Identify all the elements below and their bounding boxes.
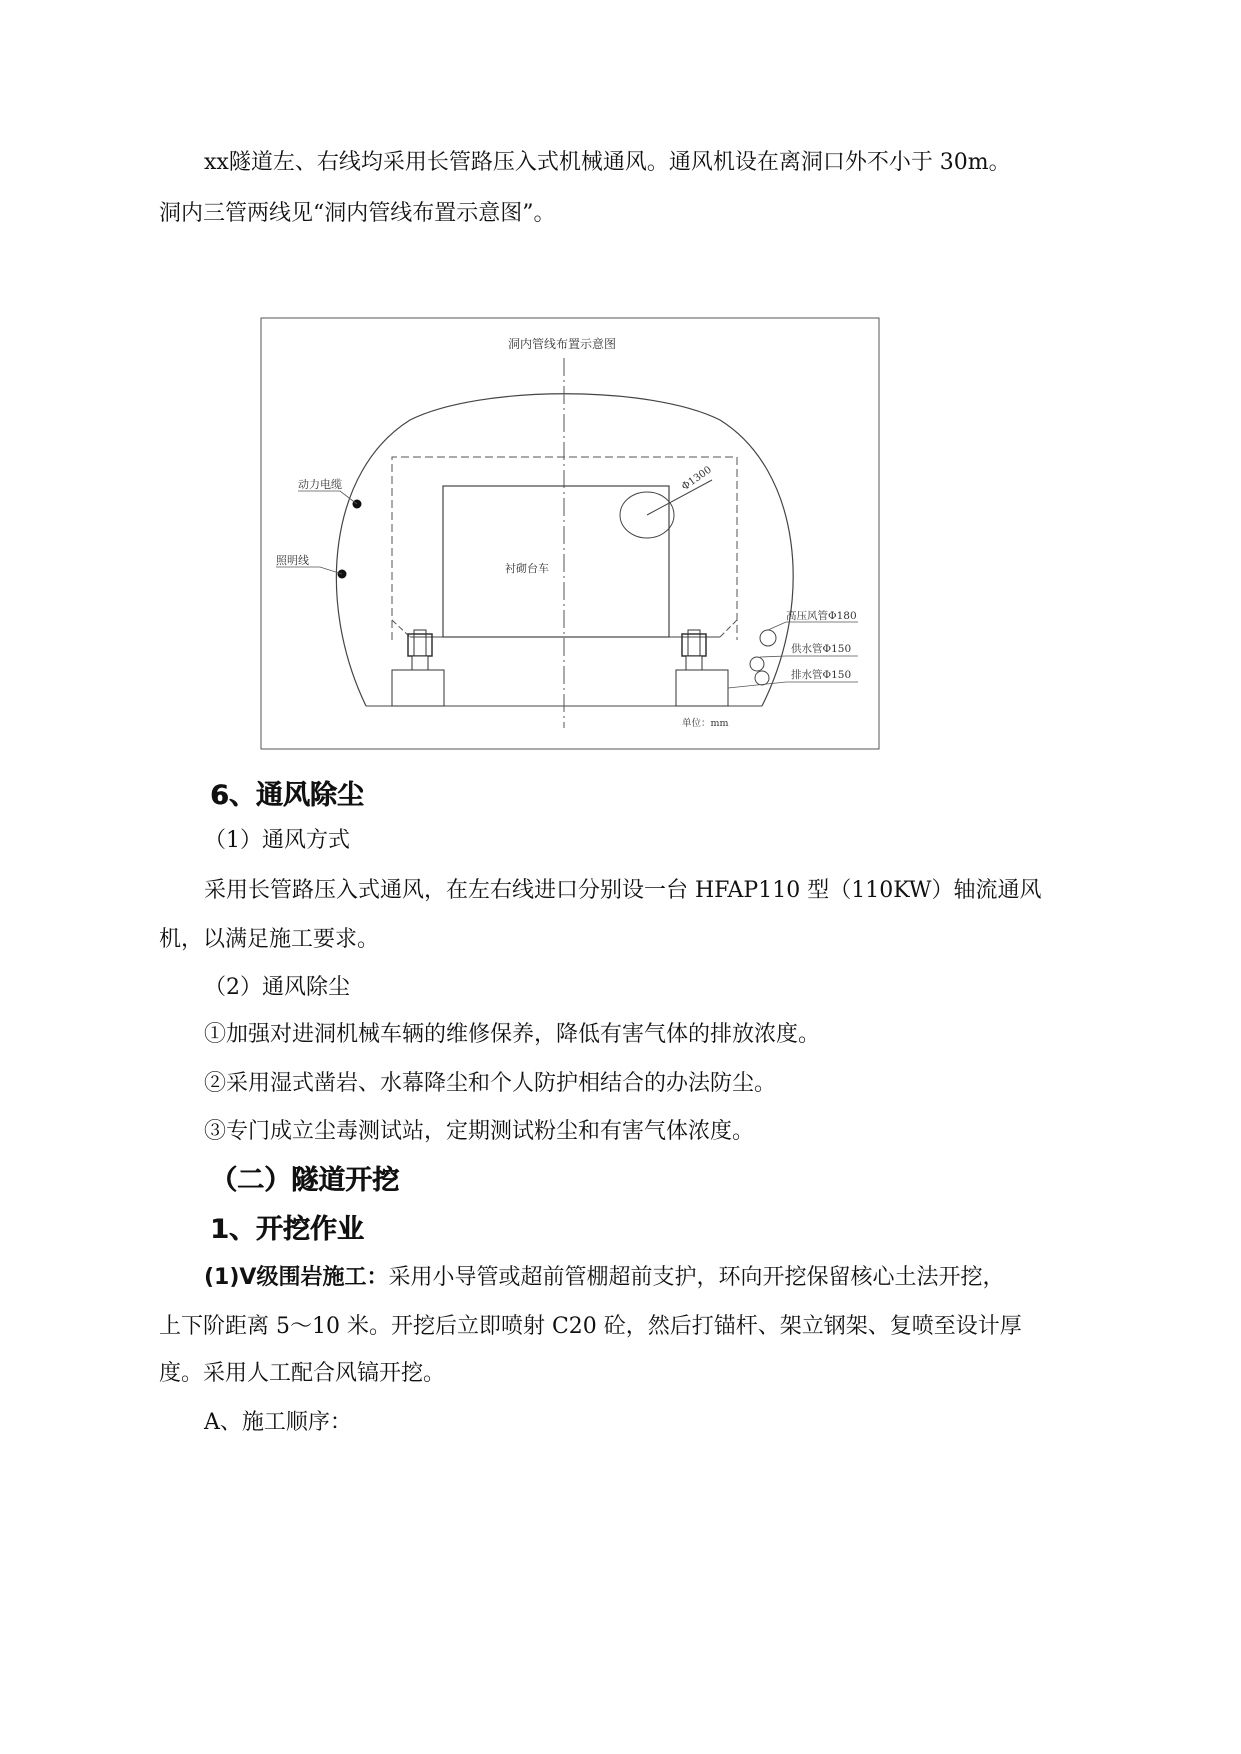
duct-label: Φ1300 <box>679 464 714 493</box>
section-6-p1-line-2: 机，以满足施工要求。 <box>159 927 380 952</box>
part-2-p-line-2: 上下阶距离 5～10 米。开挖后立即喷射 C20 砼，然后打锚杆、架立钢架、复喷至设计厚 <box>159 1314 1022 1339</box>
section-6-item-3: ③专门成立尘毒测试站，定期测试粉尘和有害气体浓度。 <box>204 1119 755 1144</box>
water-supply-label: 供水管Φ150 <box>791 643 852 655</box>
air-pipe-label: 高压风管Φ180 <box>786 610 857 622</box>
unit-label: 单位：mm <box>682 718 729 729</box>
lighting-line-label: 照明线 <box>276 554 309 567</box>
section-6-sub-2: （2）通风除尘 <box>204 975 350 1000</box>
section-6-sub-1: （1）通风方式 <box>204 828 350 853</box>
intro-line-1: xx隧道左、右线均采用长管路压入式机械通风。通风机设在离洞口外不小于 30m。 <box>204 150 1011 175</box>
section-6-p1-line-1: 采用长管路压入式通风，在左右线进口分别设一台 HFAP110 型（110KW）轴流通风 <box>204 878 1042 903</box>
figure-title: 洞内管线布置示意图 <box>507 337 617 351</box>
left-base <box>392 670 444 706</box>
intro-line-2: 洞内三管两线见“洞内管线布置示意图”。 <box>159 201 556 226</box>
figure-frame <box>261 318 879 749</box>
lining-trolley <box>443 486 669 637</box>
grade-v-text: 采用小导管或超前管棚超前支护，环向开挖保留核心土法开挖， <box>388 1265 1005 1290</box>
drain-pipe-label: 排水管Φ150 <box>791 669 852 681</box>
right-base <box>676 670 728 706</box>
left-rail-post <box>412 656 428 670</box>
tunnel-profile <box>336 394 793 706</box>
part-2-p-line-1 <box>204 1263 1004 1293</box>
part-2-p-line-3: 度。采用人工配合风镐开挖。 <box>159 1361 446 1386</box>
air-pipe <box>760 630 776 646</box>
trolley-label: 衬砌台车 <box>505 562 549 575</box>
construction-order: A、施工顺序： <box>204 1410 352 1435</box>
section-6-item-2: ②采用湿式凿岩、水幕降尘和个人防护相结合的办法防尘。 <box>204 1071 777 1096</box>
section-6-heading: 6、通风除尘 <box>210 780 364 811</box>
excavation-heading: 1、开挖作业 <box>210 1214 364 1245</box>
right-rail-post <box>686 656 702 670</box>
drain-pipe <box>755 671 769 685</box>
section-6-item-1: ①加强对进洞机械车辆的维修保养，降低有害气体的排放浓度。 <box>204 1022 821 1047</box>
grade-v-lead: (1)Ⅴ级围岩施工： <box>204 1265 389 1290</box>
water-supply-pipe <box>750 657 764 671</box>
power-cable-label: 动力电缆 <box>298 478 342 491</box>
part-2-heading: （二）隧道开挖 <box>210 1165 399 1196</box>
